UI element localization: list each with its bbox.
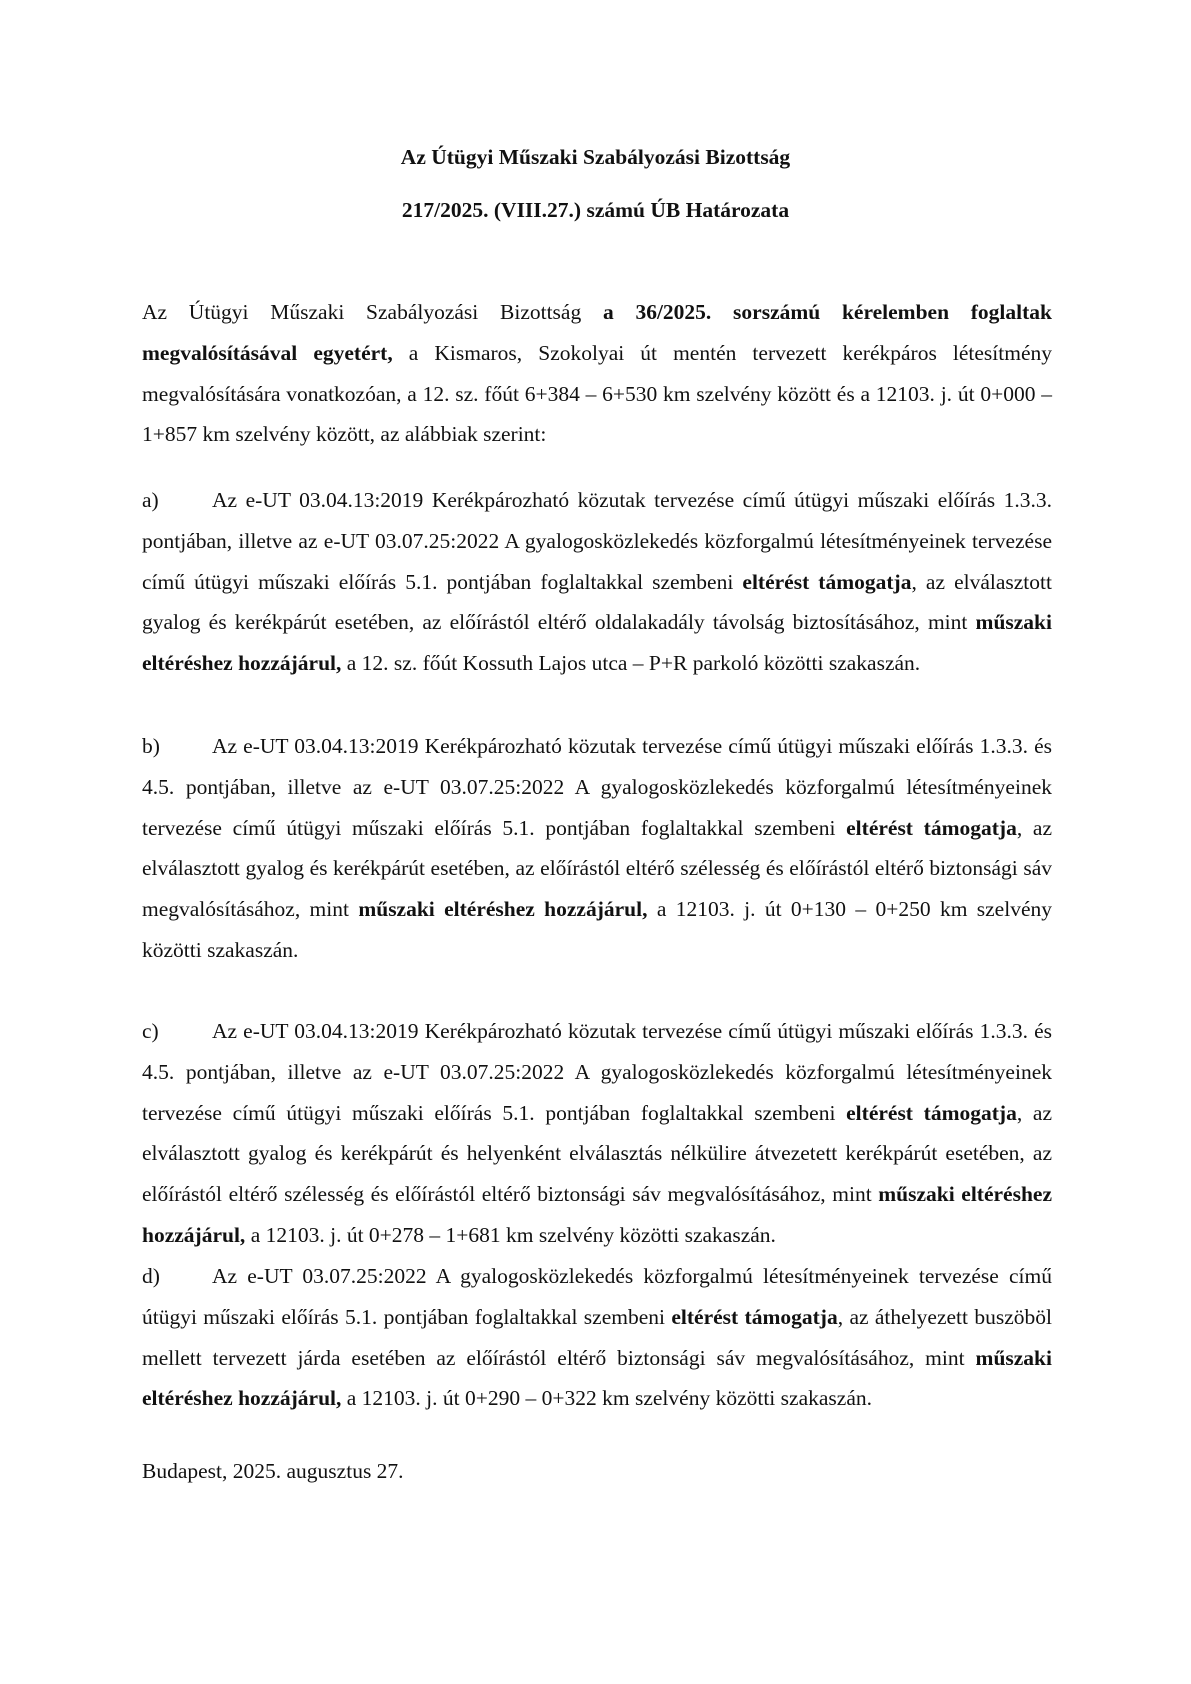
document-title-committee: Az Útügyi Műszaki Szabályozási Bizottság — [400, 145, 791, 169]
item-bold-text: műszaki eltéréshez hozzájárul, — [142, 1345, 1052, 1411]
intro-text-2: a Kismaros, Szokolyai út mentén tervezett kerékpáros létesítmény megvalósítására vonatkozóan, a 12. sz. főút 6+384 – 6+530 km szelvény között és a 12103. j. út 0+000 – 1+857 km szelvény között, az alábbiak szerint: — [142, 340, 1052, 447]
list-item-label: b) — [142, 734, 160, 758]
list-item-label: a) — [142, 488, 159, 512]
item-text: , az elválasztott gyalog és kerékpárút és helyenként elválasztás nélkülire átvezetett kerékpárút esetében, az előírástól eltérő szélesség és előírástól eltérő biztonsági sáv megvalósításához, mint — [142, 1100, 1052, 1207]
place-and-date: Budapest, 2025. augusztus 27. — [142, 1459, 404, 1483]
item-text: a 12103. j. út 0+290 – 0+322 km szelvény közötti szakaszán. — [341, 1386, 872, 1411]
item-text: , az áthelyezett buszöböl mellett tervezett járda esetében az előírástól eltérő biztonsági sáv megvalósításához, mint — [142, 1304, 1052, 1370]
list-item-label: d) — [142, 1264, 160, 1288]
item-text: , az elválasztott gyalog és kerékpárút esetében, az előírástól eltérő szélesség és előírástól eltérő biztonsági sáv megvalósításához, mint — [142, 815, 1052, 922]
item-bold-text: eltérést támogatja — [846, 815, 1017, 840]
item-bold-text: eltérést támogatja — [671, 1304, 838, 1329]
item-bold-text: műszaki eltéréshez hozzájárul, — [358, 897, 648, 922]
list-item-c — [142, 1011, 1052, 1256]
item-bold-text: műszaki eltéréshez hozzájárul, — [142, 610, 1052, 676]
document-title-resolution: 217/2025. (VIII.27.) számú ÚB Határozata — [401, 198, 790, 222]
item-text: , az elválasztott gyalog és kerékpárút esetében, az előírástól eltérő oldalakadály távolság biztosításához, mint — [142, 569, 1052, 635]
list-item-a — [142, 480, 1052, 684]
intro-paragraph — [142, 292, 1052, 455]
intro-text-1: Az Útügyi Műszaki Szabályozási Bizottság — [142, 300, 603, 324]
item-text: Az e-UT 03.07.25:2022 A gyalogosközlekedés közforgalmú létesítményeinek tervezése című útügyi műszaki előírás 5.1. pontjában foglaltakkal szembeni — [142, 1264, 1052, 1329]
item-bold-text: eltérést támogatja — [846, 1100, 1017, 1125]
item-text: Az e-UT 03.04.13:2019 Kerékpározható közutak tervezése című útügyi műszaki előírás 1.3.3. pontjában, illetve az e-UT 03.07.25:2022 A gyalogosközlekedés közforgalmú létesítményeinek tervezése című útügyi műszaki előírás 5.1. pontjában foglaltakkal szembeni — [142, 488, 1052, 594]
item-text: Az e-UT 03.04.13:2019 Kerékpározható közutak tervezése című útügyi műszaki előírás 1.3.3. és 4.5. pontjában, illetve az e-UT 03.07.25:2022 A gyalogosközlekedés közforgalmú létesítményeinek tervezése című útügyi műszaki előírás 5.1. pontjában foglaltakkal szembeni — [142, 1019, 1052, 1125]
list-item-d — [142, 1256, 1052, 1419]
item-text: a 12103. j. út 0+278 – 1+681 km szelvény közötti szakaszán. — [245, 1222, 776, 1247]
item-bold-text: eltérést támogatja — [742, 569, 912, 594]
item-text: Az e-UT 03.04.13:2019 Kerékpározható közutak tervezése című útügyi műszaki előírás 1.3.3. és 4.5. pontjában, illetve az e-UT 03.07.25:2022 A gyalogosközlekedés közforgalmú létesítményeinek tervezése című útügyi műszaki előírás 5.1. pontjában foglaltakkal szembeni — [142, 734, 1052, 840]
item-text: a 12103. j. út 0+130 – 0+250 km szelvény közötti szakaszán. — [142, 897, 1052, 962]
item-bold-text: műszaki eltéréshez hozzájárul, — [142, 1182, 1052, 1247]
list-item-label: c) — [142, 1019, 159, 1043]
item-text: a 12. sz. főút Kossuth Lajos utca – P+R parkoló közötti szakaszán. — [341, 651, 921, 676]
list-item-b — [142, 726, 1052, 971]
intro-bold-text: a 36/2025. sorszámú kérelemben foglaltak megvalósításával egyetért, — [142, 300, 1052, 365]
